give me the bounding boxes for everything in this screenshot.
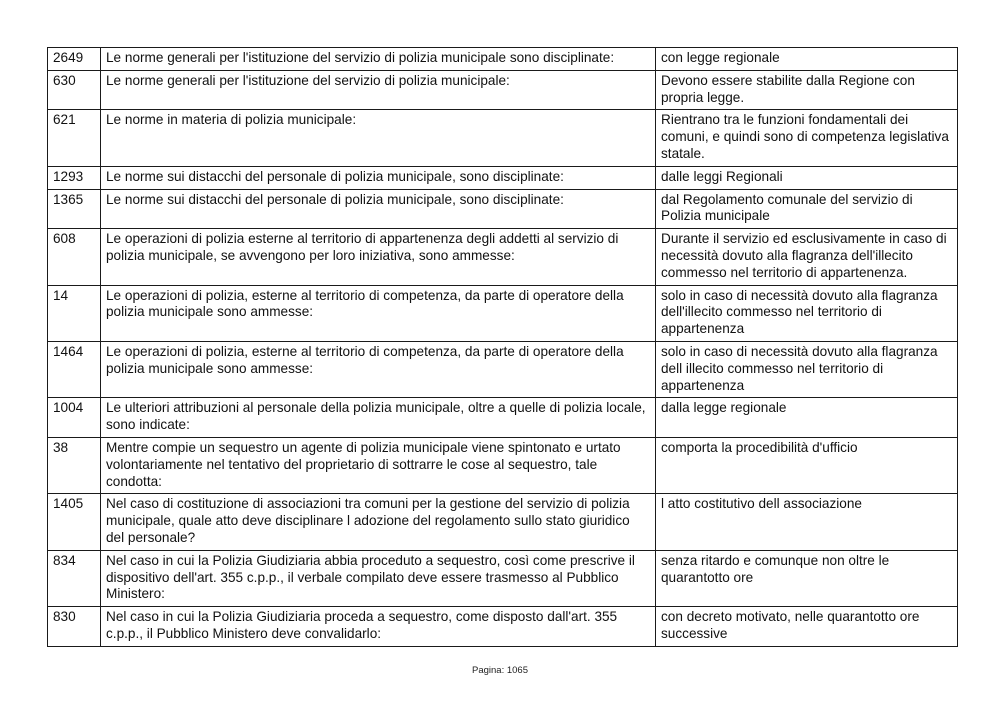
question-text: Nel caso in cui la Polizia Giudiziaria abbia proceduto a sequestro, così come prescrive il dispositivo dell'art. 355 c.p.p., il verbale compilato deve essere trasmesso al Pubblico Ministero: — [101, 550, 656, 606]
question-text: Nel caso di costituzione di associazioni tra comuni per la gestione del servizio di polizia municipale, quale atto deve disciplinare l adozione del regolamento sullo stato giuridico del personale? — [101, 494, 656, 550]
page-number: Pagina: 1065 — [472, 665, 528, 676]
question-id: 1405 — [48, 494, 101, 550]
question-id: 14 — [48, 285, 101, 341]
table-row — [48, 607, 958, 647]
answer-text: solo in caso di necessità dovuto alla flagranza dell illecito commesso nel territorio di appartenenza — [656, 341, 958, 397]
answer-text: dal Regolamento comunale del servizio di Polizia municipale — [656, 189, 958, 229]
question-text: Le norme generali per l'istituzione del servizio di polizia municipale sono disciplinate: — [101, 48, 656, 71]
question-text: Le operazioni di polizia esterne al territorio di appartenenza degli addetti al servizio di polizia municipale, se avvengono per loro iniziativa, sono ammesse: — [101, 229, 656, 285]
answer-text: Rientrano tra le funzioni fondamentali dei comuni, e quindi sono di competenza legislativa statale. — [656, 110, 958, 166]
answer-text: con decreto motivato, nelle quarantotto ore successive — [656, 607, 958, 647]
answer-text: senza ritardo e comunque non oltre le quarantotto ore — [656, 550, 958, 606]
table-row — [48, 166, 958, 189]
question-id: 1464 — [48, 341, 101, 397]
question-answer-table — [47, 47, 958, 647]
answer-text: Devono essere stabilite dalla Regione con propria legge. — [656, 70, 958, 110]
table-row — [48, 398, 958, 438]
table-body — [48, 48, 958, 647]
question-text: Le operazioni di polizia, esterne al territorio di competenza, da parte di operatore della polizia municipale sono ammesse: — [101, 285, 656, 341]
question-id: 2649 — [48, 48, 101, 71]
question-text: Le norme generali per l'istituzione del servizio di polizia municipale: — [101, 70, 656, 110]
table-row — [48, 189, 958, 229]
answer-text: l atto costitutivo dell associazione — [656, 494, 958, 550]
question-text: Le operazioni di polizia, esterne al territorio di competenza, da parte di operatore della polizia municipale sono ammesse: — [101, 341, 656, 397]
table-row — [48, 285, 958, 341]
answer-text: dalle leggi Regionali — [656, 166, 958, 189]
answer-text: con legge regionale — [656, 48, 958, 71]
table-row — [48, 494, 958, 550]
answer-text: comporta la procedibilità d'ufficio — [656, 437, 958, 493]
table-row — [48, 341, 958, 397]
question-text: Le norme sui distacchi del personale di polizia municipale, sono disciplinate: — [101, 189, 656, 229]
question-text: Nel caso in cui la Polizia Giudiziaria proceda a sequestro, come disposto dall'art. 355 c.p.p., il Pubblico Ministero deve convalidarlo: — [101, 607, 656, 647]
question-id: 630 — [48, 70, 101, 110]
question-id: 1004 — [48, 398, 101, 438]
answer-text: solo in caso di necessità dovuto alla flagranza dell'illecito commesso nel territorio di appartenenza — [656, 285, 958, 341]
question-text: Le norme in materia di polizia municipale: — [101, 110, 656, 166]
table-row — [48, 229, 958, 285]
table-row — [48, 48, 958, 71]
question-id: 830 — [48, 607, 101, 647]
table-row — [48, 437, 958, 493]
question-id: 38 — [48, 437, 101, 493]
table-row — [48, 70, 958, 110]
question-id: 834 — [48, 550, 101, 606]
question-id: 608 — [48, 229, 101, 285]
question-id: 1365 — [48, 189, 101, 229]
question-id: 1293 — [48, 166, 101, 189]
table-row — [48, 550, 958, 606]
answer-text: Durante il servizio ed esclusivamente in caso di necessità dovuto alla flagranza dell'illecito commesso nel territorio di appartenenza. — [656, 229, 958, 285]
question-text: Le norme sui distacchi del personale di polizia municipale, sono disciplinate: — [101, 166, 656, 189]
question-id: 621 — [48, 110, 101, 166]
table-row — [48, 110, 958, 166]
question-text: Mentre compie un sequestro un agente di polizia municipale viene spintonato e urtato volontariamente nel tentativo del proprietario di sottrarre le cose al sequestro, tale condotta: — [101, 437, 656, 493]
answer-text: dalla legge regionale — [656, 398, 958, 438]
question-text: Le ulteriori attribuzioni al personale della polizia municipale, oltre a quelle di polizia locale, sono indicate: — [101, 398, 656, 438]
